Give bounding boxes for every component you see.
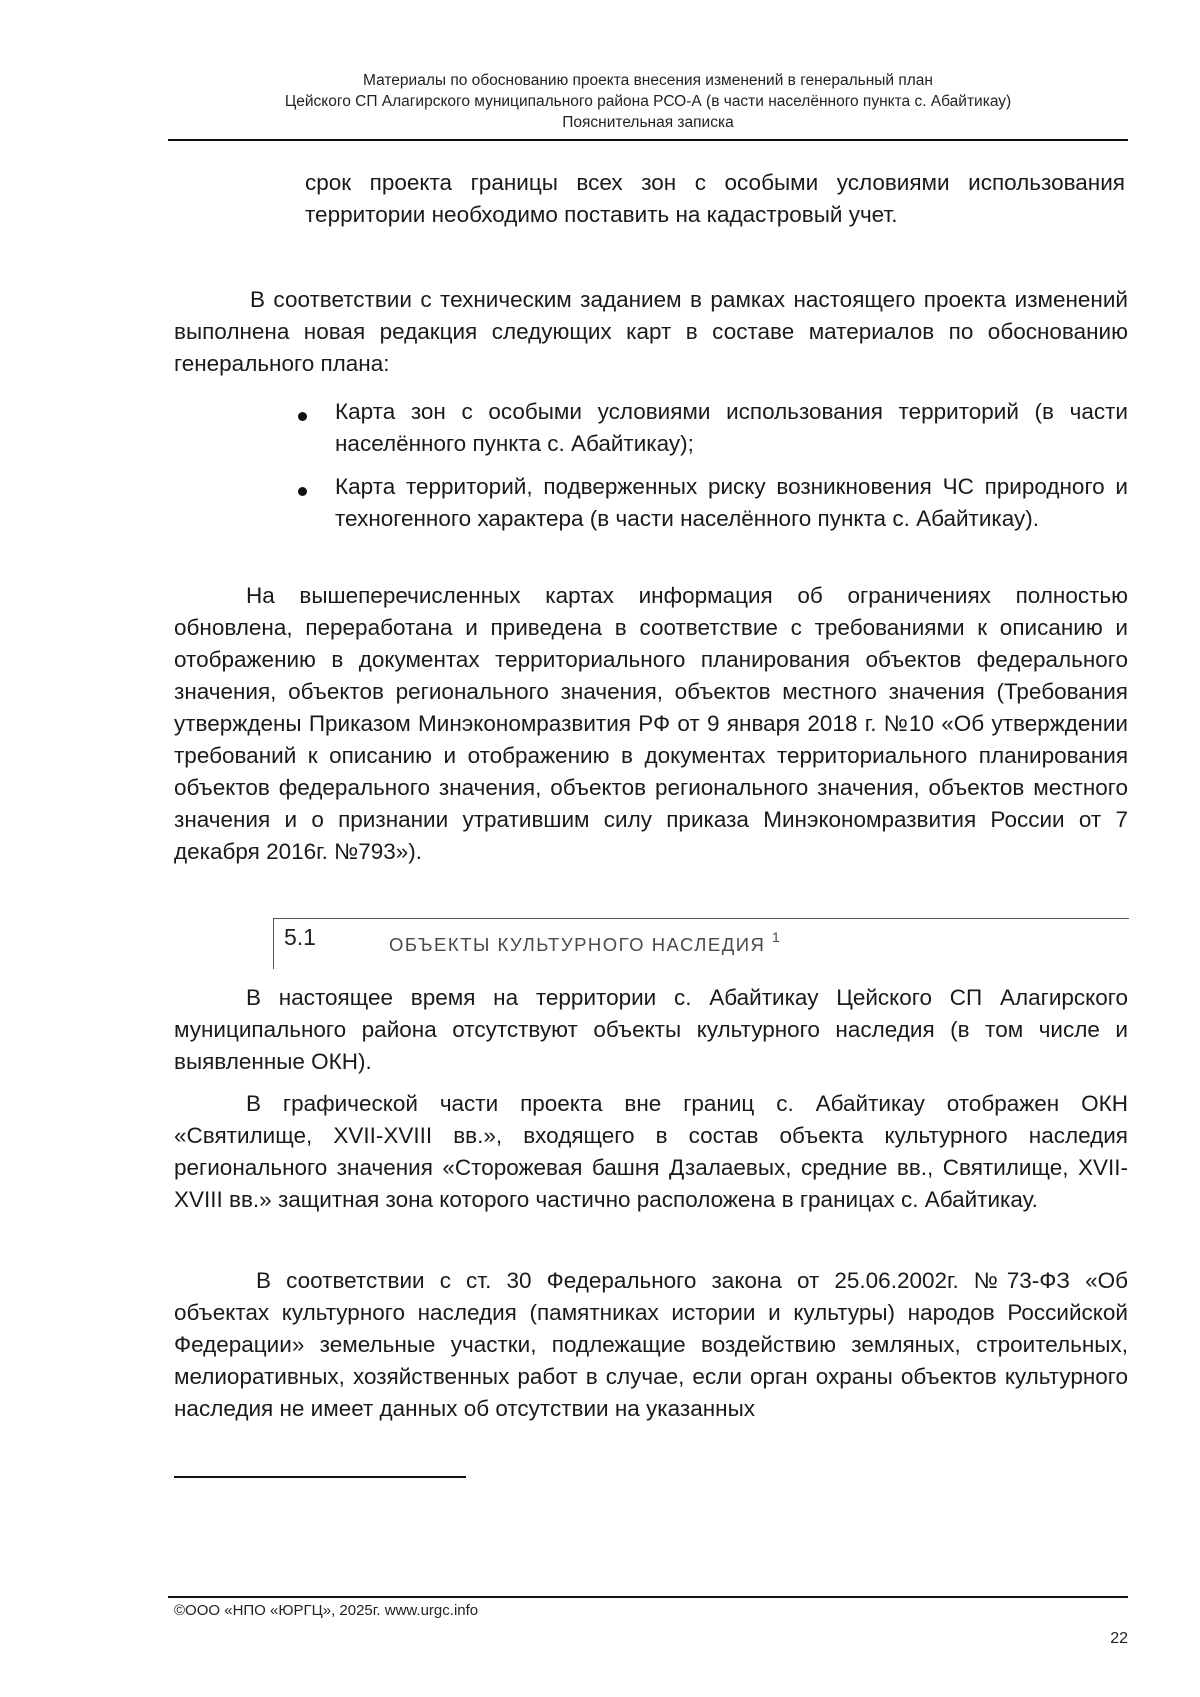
section-title	[389, 929, 780, 956]
footnote-reference[interactable]: 1	[772, 929, 780, 945]
bullet-item-2: Карта территорий, подверженных риску возникновения ЧС природного и техногенного характера (в части населённого пункта с. Абайтикау).	[335, 474, 1128, 531]
section-number: 5.1	[284, 924, 316, 950]
page-number: 22	[1110, 1630, 1128, 1647]
paragraph-okn-graphics: В графической части проекта вне границ с. Абайтикау отображен ОКН «Святилище, XVII-XVIII вв.», входящего в состав объекта культурного наследия регионального значения «Сторожевая башня Дзалаевых, средние вв., Святилище, XVII-XVIII вв.» защитная зона которого частично расположена в границах с. Абайтикау.	[174, 1091, 1128, 1212]
bullet-dot-icon	[298, 487, 307, 496]
paragraph-maps-intro: В соответствии с техническим заданием в рамках настоящего проекта изменений выполнена новая редакция следующих карт в составе материалов по обоснованию генерального плана:	[174, 287, 1128, 376]
header-line-2: Цейского СП Алагирского муниципального района РСО-А (в части населённого пункта с. Абайтикау)	[284, 93, 1012, 110]
footnote-divider	[174, 1476, 466, 1478]
paragraph-okn-absence: В настоящее время на территории с. Абайтикау Цейского СП Алагирского муниципального района отсутствуют объекты культурного наследия (в том числе и выявленные ОКН).	[174, 985, 1128, 1074]
header-divider	[168, 139, 1128, 141]
paragraph-maps-requirements: На вышеперечисленных картах информация об ограничениях полностью обновлена, переработана и приведена в соответствие с требованиями к описанию и отображению в документах территориального планирования объектов федерального значения, объектов регионального значения, объектов местного значения (Требования утверждены Приказом Минэкономразвития РФ от 9 января 2018 г. №10 «Об утверждении требований к описанию и отображению в документах территориального планирования объектов федерального значения, объектов регионального значения, объектов местного значения и о признании утратившим силу приказа Минэкономразвития России от 7 декабря 2016г. №793»).	[174, 583, 1128, 864]
footer-copyright: ©ООО «НПО «ЮРГЦ», 2025г. www.urgc.info	[174, 1602, 479, 1619]
section-title-text: ОБЪЕКТЫ КУЛЬТУРНОГО НАСЛЕДИЯ	[389, 934, 766, 955]
continued-paragraph: срок проекта границы всех зон с особыми условиями использования территории необходимо поставить на кадастровый учет.	[305, 170, 1125, 227]
footer-divider	[168, 1596, 1128, 1598]
header-line-1: Материалы по обоснованию проекта внесения изменений в генеральный план	[363, 72, 933, 89]
paragraph-federal-law: В соответствии с ст. 30 Федерального закона от 25.06.2002г. №73-ФЗ «Об объектах культурного наследия (памятниках истории и культуры) народов Российской Федерации» земельные участки, подлежащие воздействию земляных, строительных, мелиоративных, хозяйственных работ в случае, если орган охраны объектов культурного наследия не имеет данных об отсутствии на указанных	[174, 1268, 1128, 1421]
page-header	[168, 70, 1128, 133]
bullet-dot-icon	[298, 412, 307, 421]
bullet-item-1: Карта зон с особыми условиями использования территорий (в части населённого пункта с. Абайтикау);	[335, 399, 1128, 456]
header-line-3: Пояснительная записка	[562, 114, 734, 131]
